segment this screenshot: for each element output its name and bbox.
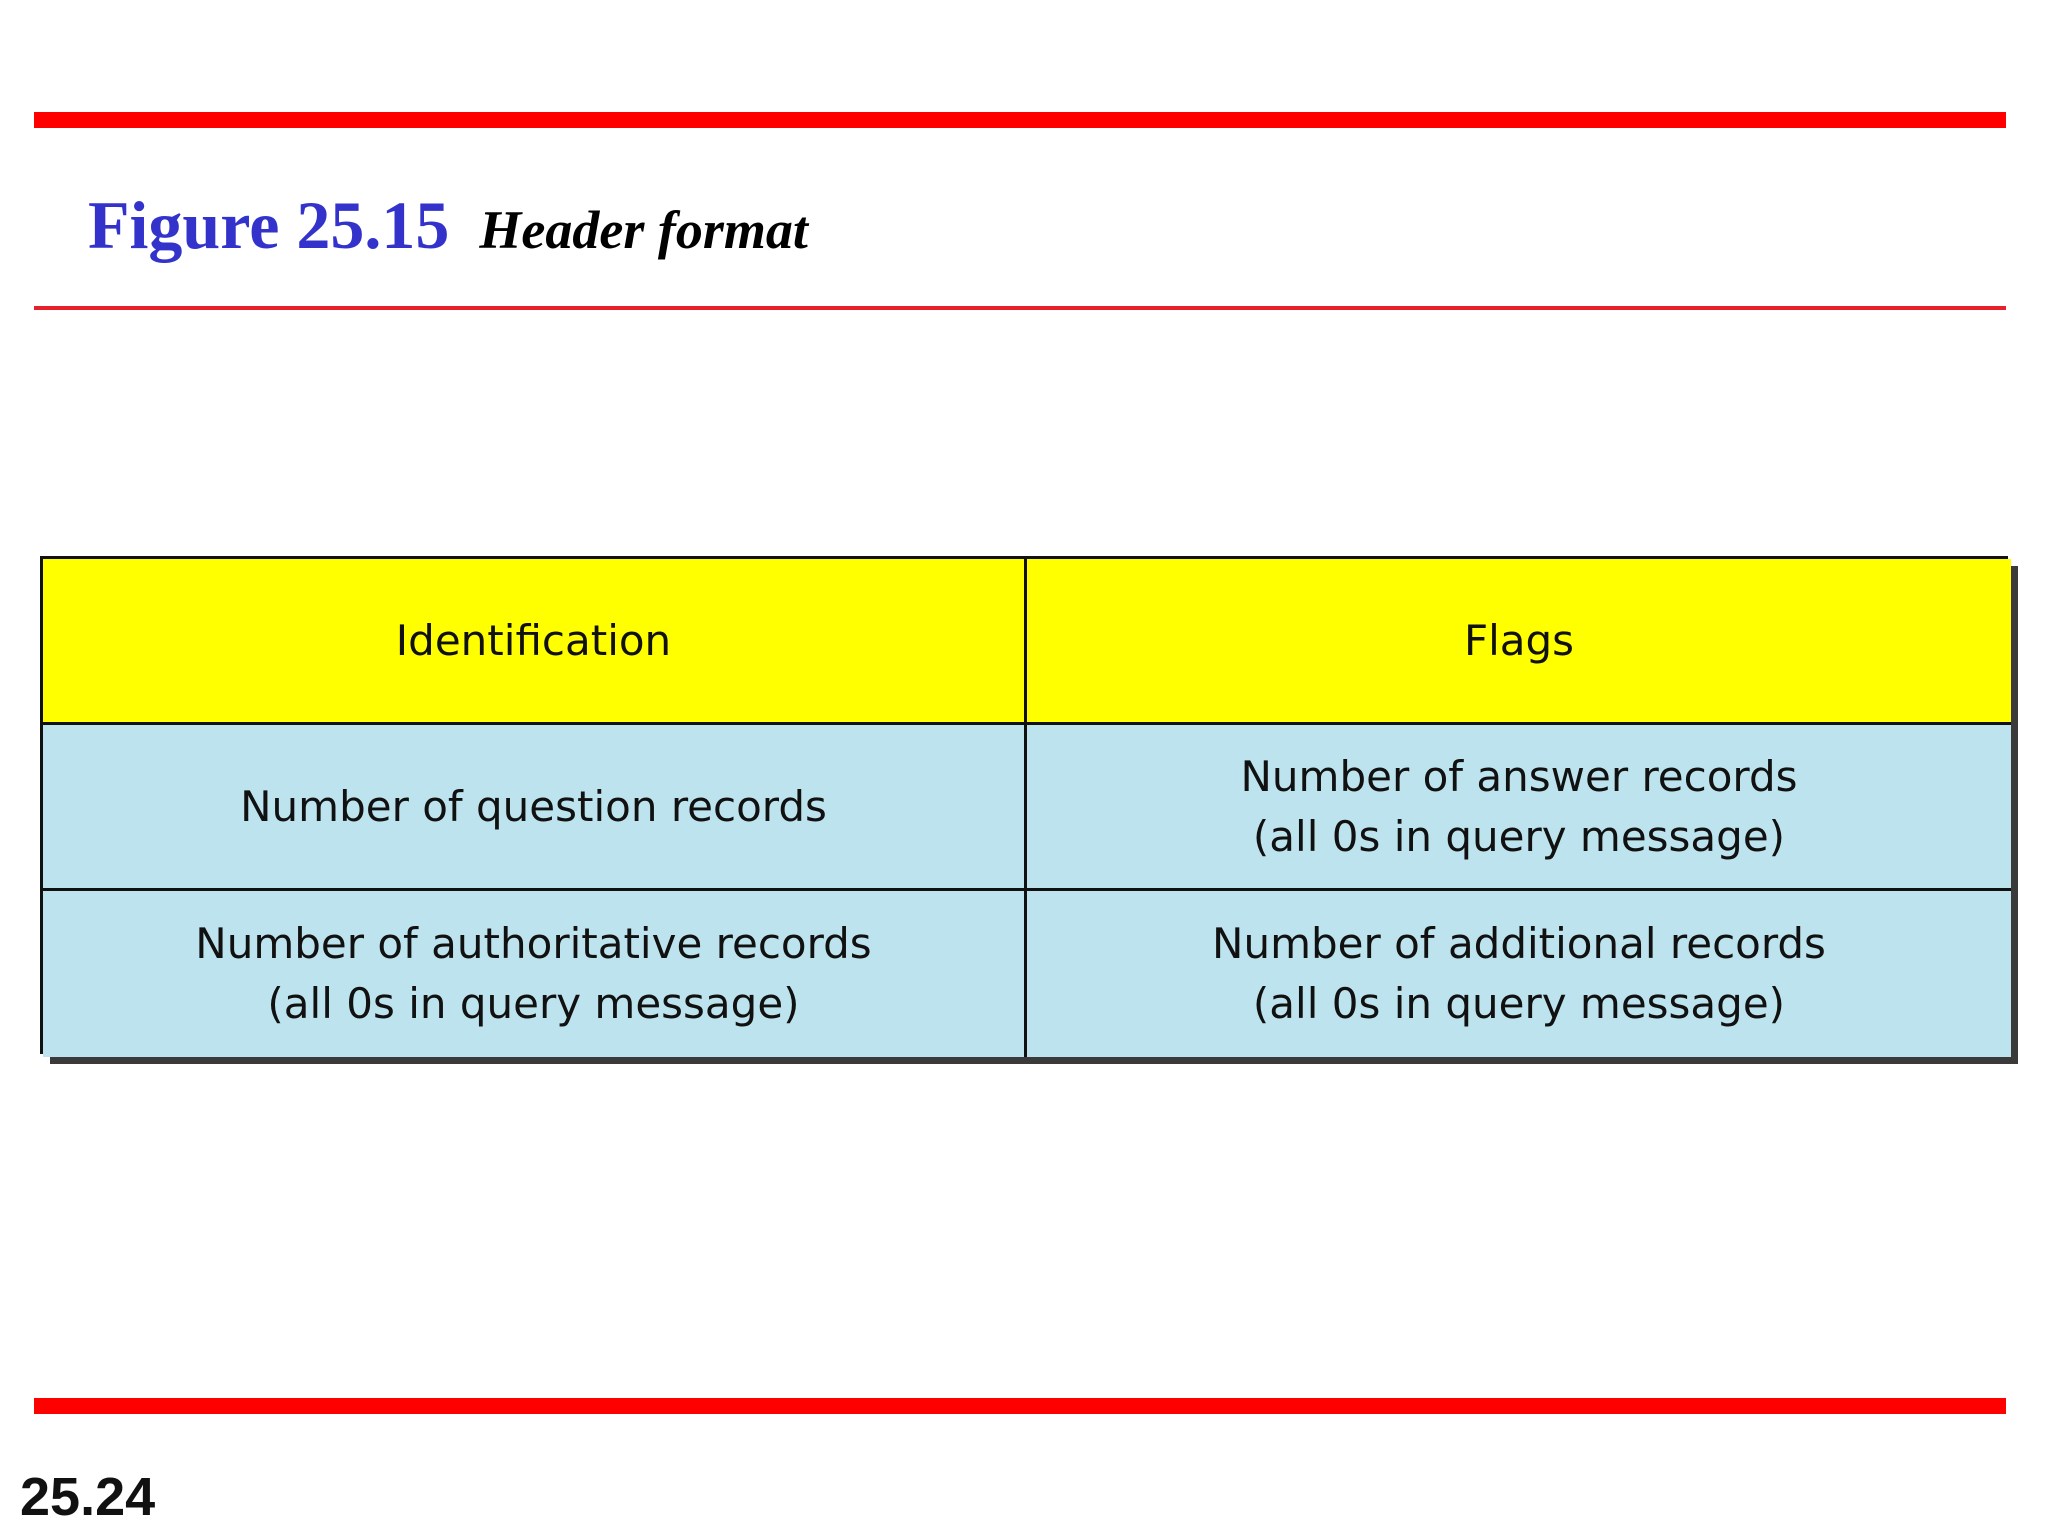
- figure-title: [88, 186, 808, 265]
- field-label: Number of authoritative records: [195, 919, 872, 968]
- field-answer-records: [1027, 725, 2011, 891]
- field-question-records: [43, 725, 1027, 891]
- field-note: (all 0s in query message): [1252, 979, 1786, 1028]
- figure-number: Figure 25.15: [88, 187, 450, 263]
- field-flags: [1027, 559, 2011, 725]
- field-label: Number of question records: [240, 781, 827, 831]
- slide-number: 25.24: [20, 1467, 156, 1527]
- figure-caption: Header format: [479, 200, 808, 260]
- bottom-red-rule: [34, 1398, 2006, 1414]
- dns-header-format-diagram: [40, 556, 2008, 1054]
- title-underline-rule: [34, 306, 2006, 310]
- field-identification: [43, 559, 1027, 725]
- field-label: Number of answer records: [1240, 751, 1798, 801]
- field-authoritative-records: [43, 891, 1027, 1057]
- top-red-rule: [34, 112, 2006, 128]
- field-label: Flags: [1463, 615, 1575, 665]
- field-note: (all 0s in query message): [1252, 811, 1786, 861]
- field-label: Number of additional records: [1212, 919, 1826, 968]
- field-label: Identification: [395, 615, 672, 665]
- field-note: (all 0s in query message): [267, 979, 800, 1028]
- field-additional-records: [1027, 891, 2011, 1057]
